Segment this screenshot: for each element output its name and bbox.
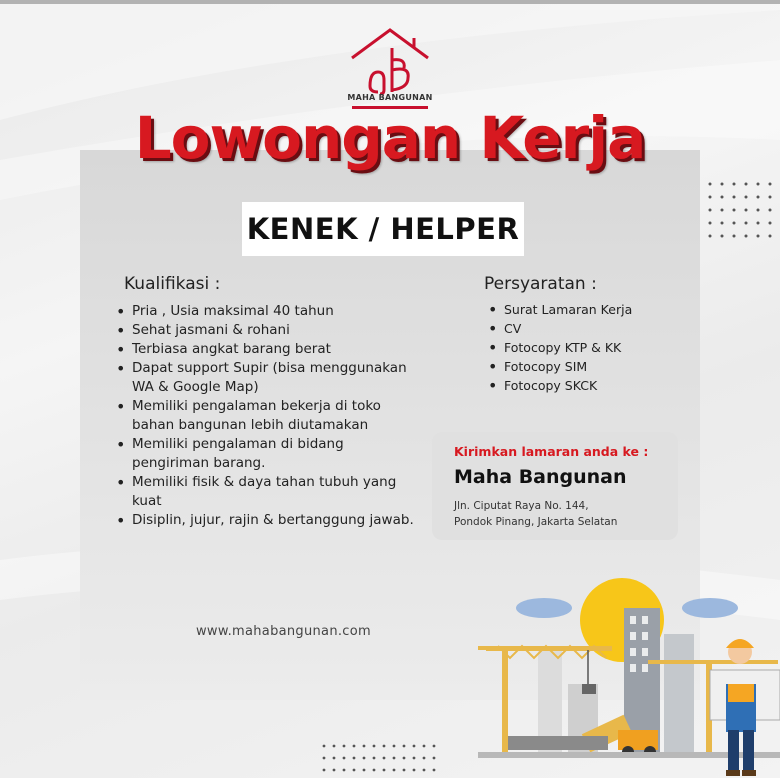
logo-text: MAHA BANGUNAN bbox=[347, 93, 433, 102]
list-item: • Fotocopy SKCK bbox=[488, 376, 688, 395]
list-item: • Memiliki pengalaman di bidang pengiriman barang. bbox=[116, 435, 416, 473]
contact-company: Maha Bangunan bbox=[454, 466, 627, 488]
contact-address bbox=[454, 498, 617, 530]
list-item: • CV bbox=[488, 319, 688, 338]
contact-box bbox=[432, 432, 678, 540]
contact-label: Kirimkan lamaran anda ke : bbox=[454, 444, 649, 459]
requirements-list bbox=[488, 300, 688, 395]
list-item: • Surat Lamaran Kerja bbox=[488, 300, 688, 319]
list-item: • Memiliki fisik & daya tahan tubuh yang kuat bbox=[116, 473, 416, 511]
address-line: Jln. Ciputat Raya No. 144, bbox=[454, 500, 589, 512]
website-link[interactable]: www.mahabangunan.com bbox=[196, 624, 371, 639]
qualifications-list bbox=[116, 302, 416, 530]
list-item: • Pria , Usia maksimal 40 tahun bbox=[116, 302, 416, 321]
address-line: Pondok Pinang, Jakarta Selatan bbox=[454, 516, 618, 528]
qualifications-heading: Kualifikasi : bbox=[124, 274, 221, 294]
requirements-heading: Persyaratan : bbox=[484, 274, 597, 294]
headline: Lowongan Kerja bbox=[134, 104, 646, 172]
job-title: KENEK / HELPER bbox=[246, 212, 520, 246]
job-title-box bbox=[242, 202, 524, 256]
list-item: • Fotocopy SIM bbox=[488, 357, 688, 376]
list-item: • Fotocopy KTP & KK bbox=[488, 338, 688, 357]
list-item: • Dapat support Supir (bisa menggunakan WA & Google Map) bbox=[116, 359, 416, 397]
decorative-dots-right bbox=[706, 180, 776, 240]
decorative-dots-bottom bbox=[320, 742, 450, 772]
list-item: • Terbiasa angkat barang berat bbox=[116, 340, 416, 359]
list-item: • Sehat jasmani & rohani bbox=[116, 321, 416, 340]
list-item: • Disiplin, jujur, rajin & bertanggung jawab. bbox=[116, 511, 416, 530]
construction-worker-illustration bbox=[478, 574, 780, 778]
list-item: • Memiliki pengalaman bekerja di toko bahan bangunan lebih diutamakan bbox=[116, 397, 416, 435]
